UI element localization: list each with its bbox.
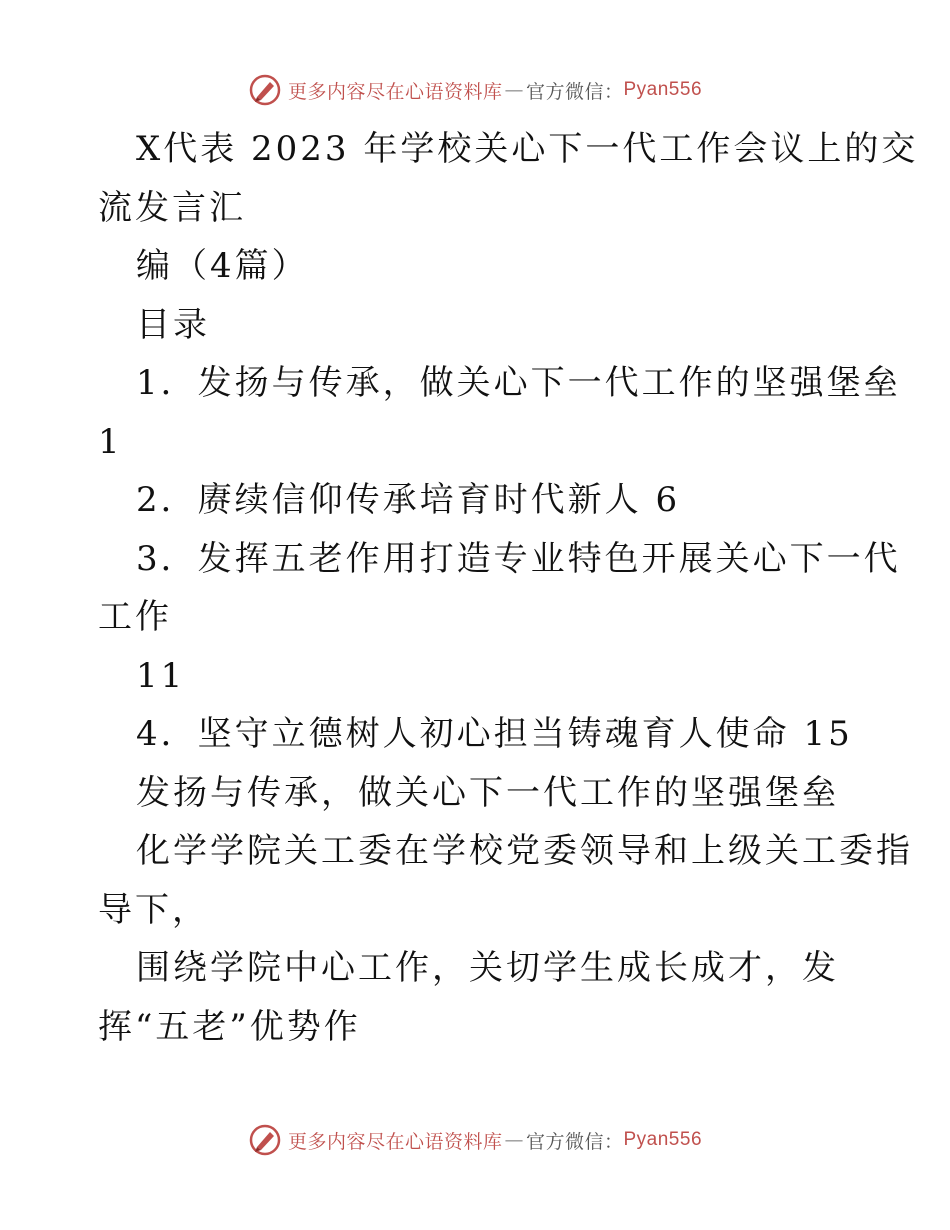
toc-item-3-page: 11 — [136, 655, 186, 696]
banner-separator: — — [504, 1129, 524, 1151]
banner-text: 更多内容尽在心语资料库 — [287, 1130, 503, 1153]
toc-item-4: 4．坚守立德树人初心担当铸魂育人使命 15 — [136, 714, 853, 754]
toc-item-3-continued: 工作 — [98, 597, 172, 637]
banner-wechat-label: 官方微信： — [525, 1130, 624, 1153]
toc-item-2: 2．赓续信仰传承培育时代新人 6 — [136, 480, 681, 520]
paragraph-line-1: 化学学院关工委在学校党委领导和上级关工委指 — [136, 831, 913, 871]
pen-logo-icon — [248, 73, 282, 107]
banner-wechat-id: Pyan556 — [623, 1129, 703, 1150]
section-heading: 发扬与传承，做关心下一代工作的坚强堡垒 — [136, 772, 839, 813]
toc-item-3: 3．发挥五老作用打造专业特色开展关心下一代 — [136, 538, 901, 579]
toc-heading: 目录 — [136, 304, 210, 345]
footer-watermark-banner — [0, 1118, 950, 1162]
toc-item-1: 1．发扬与传承，做关心下一代工作的坚强堡垒 — [136, 363, 901, 403]
title-line-3: 编（4篇） — [136, 246, 309, 286]
document-body — [98, 120, 919, 1056]
banner-wechat-id: Pyan556 — [623, 79, 703, 100]
pen-logo-icon — [248, 1123, 282, 1157]
title-line-1: X代表 2023 年学校关心下一代工作会议上的交 — [136, 129, 919, 169]
paragraph-line-2: 导下， — [98, 889, 209, 930]
header-watermark-banner — [0, 68, 950, 112]
paragraph-line-4: 挥“五老”优势作 — [98, 1006, 361, 1047]
toc-item-1-page: 1 — [98, 421, 123, 462]
title-line-2: 流发言汇 — [98, 187, 246, 228]
banner-separator: — — [504, 79, 524, 101]
paragraph-line-3: 围绕学院中心工作，关切学生成长成才，发 — [136, 948, 839, 988]
banner-text: 更多内容尽在心语资料库 — [287, 80, 503, 103]
banner-wechat-label: 官方微信： — [525, 80, 624, 103]
